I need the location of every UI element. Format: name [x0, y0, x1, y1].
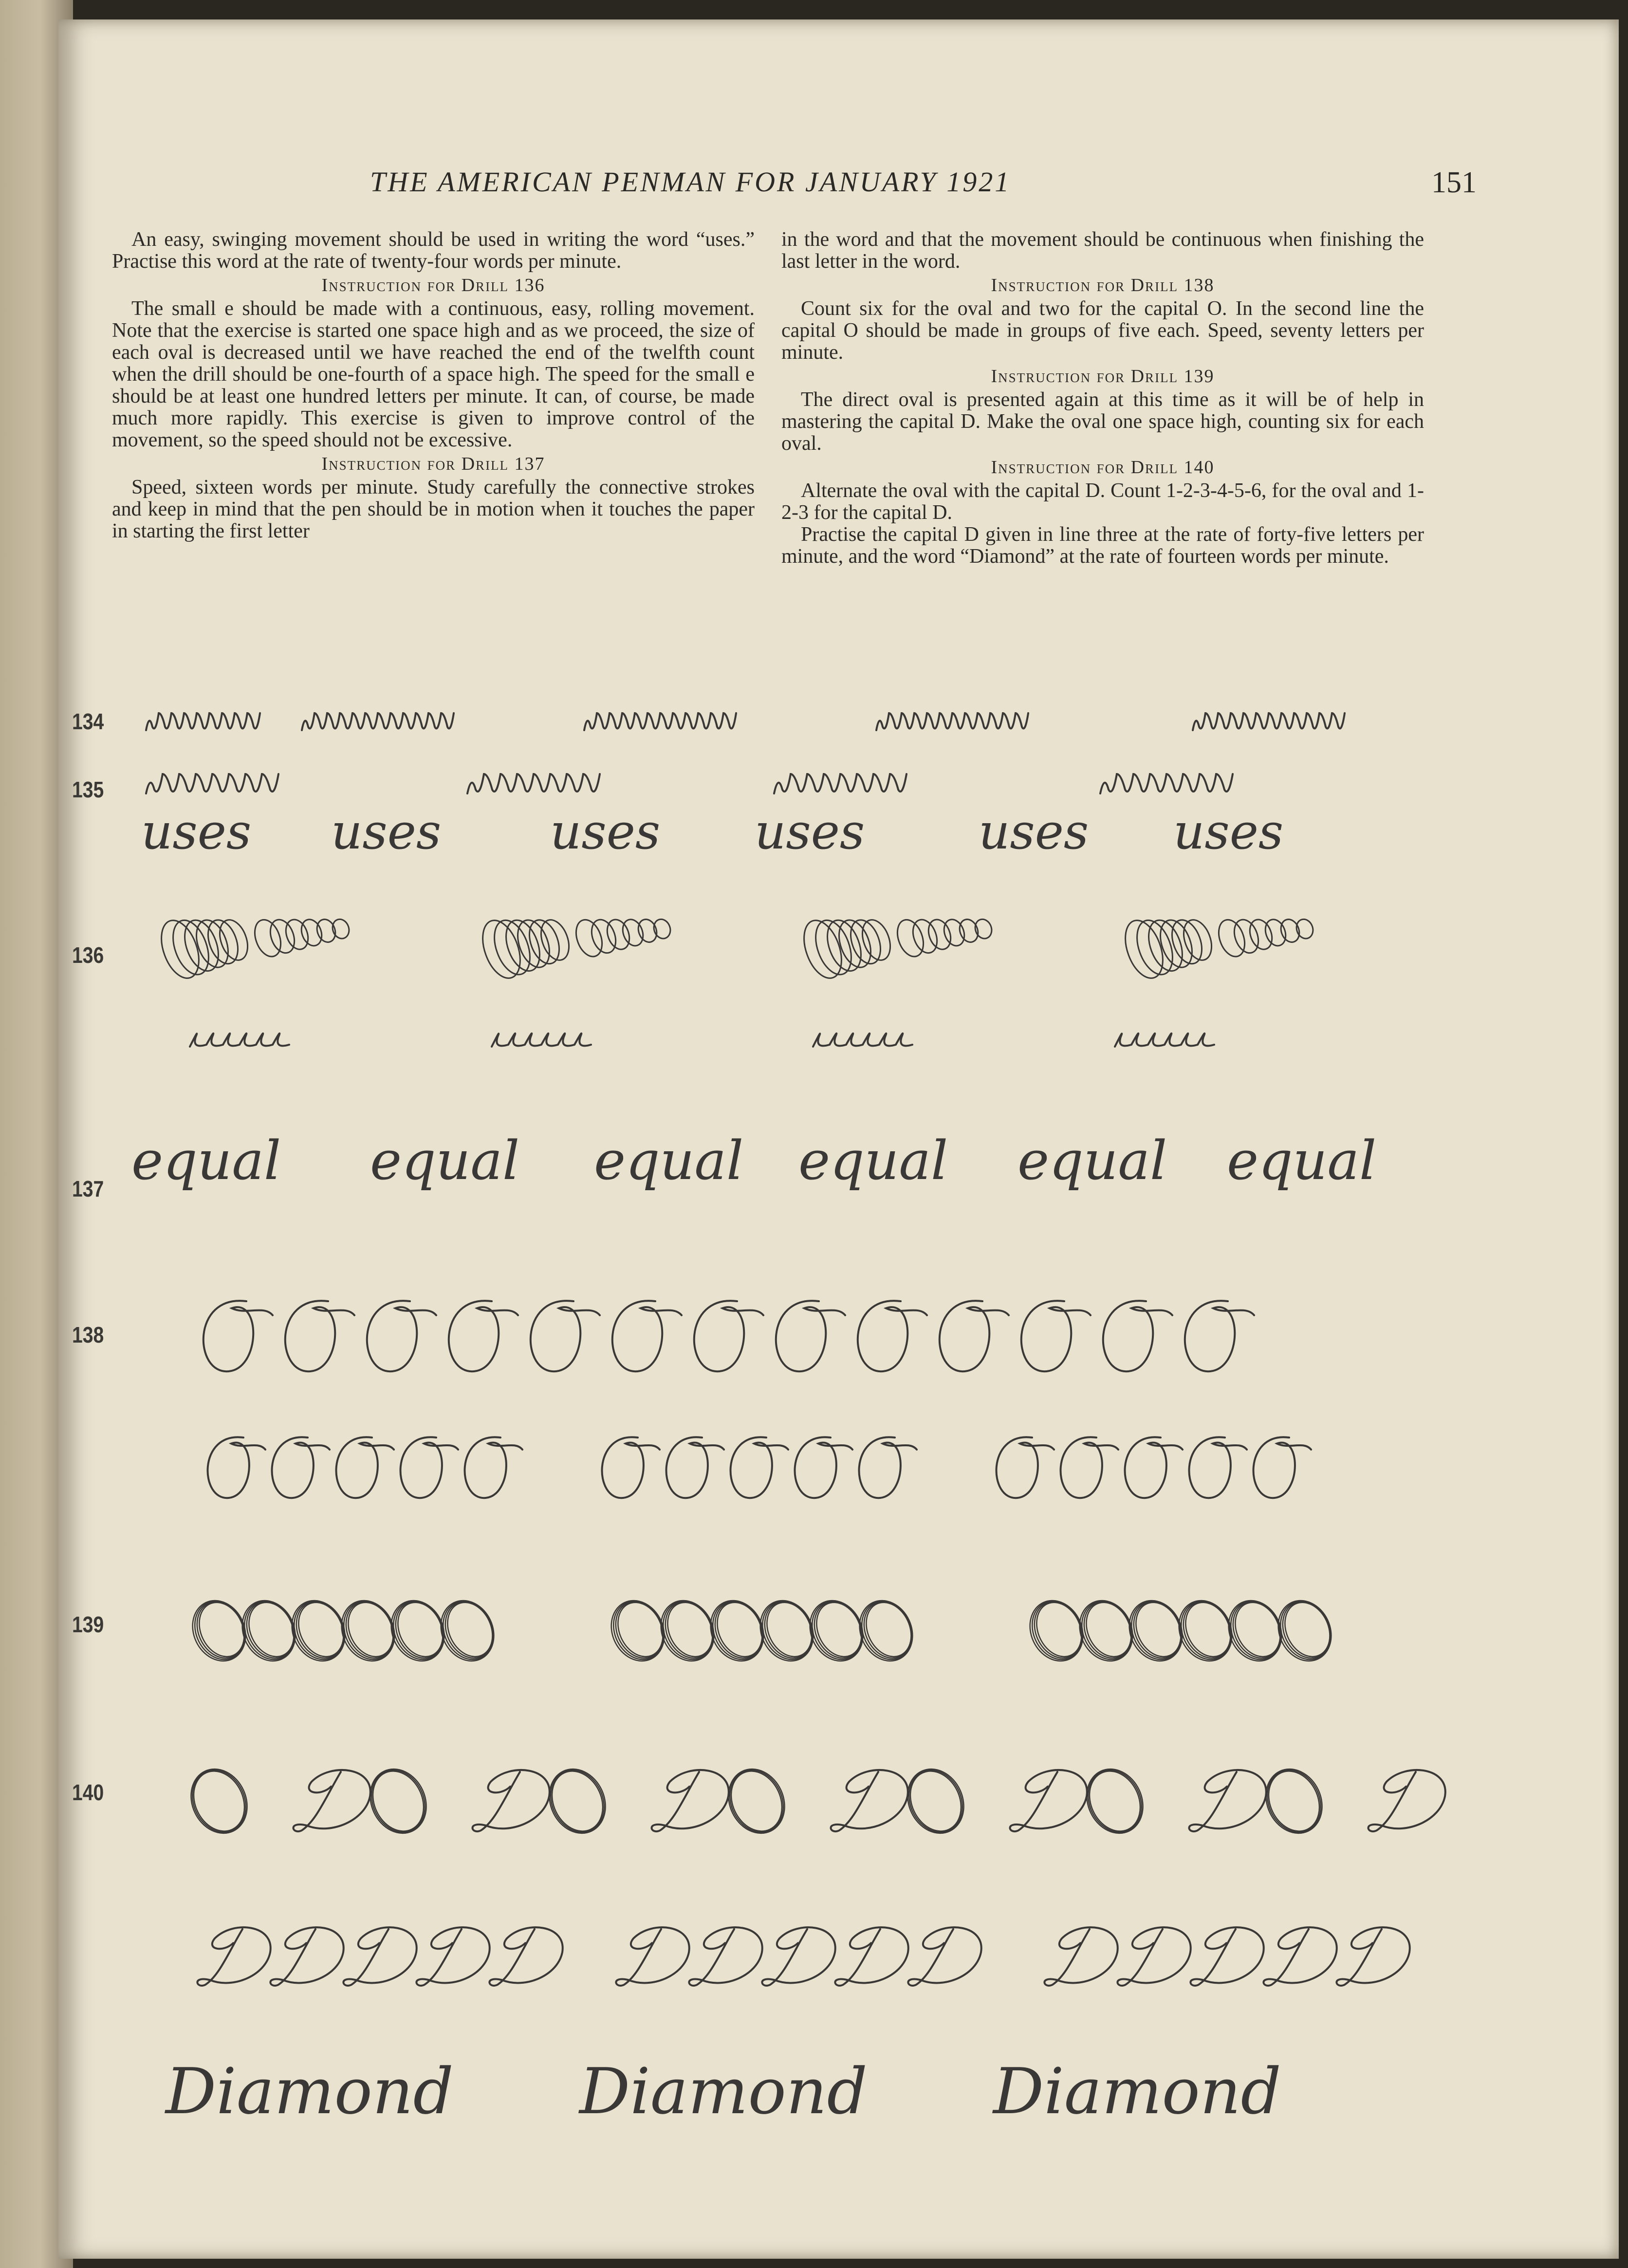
- direct-oval: [1078, 1595, 1140, 1664]
- capital-d: [1044, 1927, 1117, 1986]
- oval-loop: [941, 917, 968, 949]
- diamond-word: Diamond: [993, 2054, 1281, 2128]
- oval-loop: [282, 917, 312, 953]
- body-paragraph: The small e should be made with a continuous, easy, rolling movement. Note that the exercise is started one space high and as we proceed, the size of each oval is decreased until we have reached the end of the twelfth count when the drill should be one-fourth of a space high. The speed for the small e should be at least one hundred letters per minute. It can, of course, be made much more rapidly. This exercise is given to improve control of the movement, so the speed should not be excessive.: [112, 297, 755, 451]
- small-e-group: [190, 1033, 289, 1047]
- oval: [1080, 1763, 1150, 1839]
- direct-oval: [240, 1595, 302, 1664]
- capital-d: [1263, 1927, 1336, 1986]
- capital-o: [367, 1301, 436, 1371]
- oval-loop: [821, 916, 867, 976]
- oval: [722, 1763, 792, 1839]
- capital-o: [940, 1301, 1009, 1371]
- capital-o: [1189, 1437, 1247, 1498]
- oval: [1258, 1761, 1331, 1841]
- capital-o: [204, 1301, 273, 1371]
- oval-loop: [925, 917, 954, 953]
- direct-oval: [758, 1595, 820, 1664]
- body-paragraph: The direct oval is presented again at this time as it will be of help in mastering the capital D. Make the oval one space high, counting six for each oval.: [781, 388, 1424, 455]
- drill-number-137: 137: [72, 1176, 104, 1201]
- uses-word: uses: [979, 803, 1089, 860]
- capital-o: [795, 1437, 852, 1498]
- capital-o: [1125, 1437, 1183, 1498]
- capital-o: [1060, 1437, 1118, 1498]
- capital-o: [859, 1437, 917, 1498]
- instruction-heading: Instruction for Drill 140: [991, 457, 1215, 478]
- drill-number-140: 140: [72, 1780, 104, 1805]
- body-paragraph: Alternate the oval with the capital D. Count 1-2-3-4-5-6, for the oval and 1-2-3 for the capital D.: [781, 479, 1424, 524]
- instruction-heading: Instruction for Drill 139: [991, 366, 1215, 387]
- capital-o: [531, 1301, 600, 1371]
- capital-d: [416, 1927, 489, 1986]
- drill-136-oval-loops: [131, 891, 1475, 988]
- capital-o: [336, 1437, 394, 1498]
- drill-136-small-e-row: [131, 1013, 1397, 1061]
- capital-o: [996, 1437, 1054, 1498]
- body-paragraph: Count six for the oval and two for the capital O. In the second line the capital O should be made in groups of five each. Speed, seventy letters per minute.: [781, 297, 1424, 364]
- capital-o: [400, 1437, 458, 1498]
- oval-loop: [250, 916, 286, 960]
- oval: [362, 1761, 435, 1841]
- capital-o: [1103, 1301, 1172, 1371]
- drill-number-139: 139: [72, 1612, 104, 1637]
- uses-word: uses: [141, 803, 252, 860]
- u-stroke-group: [584, 713, 736, 730]
- capital-o: [694, 1301, 763, 1371]
- oval-loop: [330, 917, 352, 941]
- drill-139-direct-ovals: [166, 1582, 1431, 1679]
- capital-d: [1010, 1770, 1087, 1831]
- oval-loop: [893, 916, 928, 960]
- capital-d: [197, 1927, 270, 1986]
- uses-word: uses: [331, 803, 442, 860]
- oval-loop: [651, 917, 673, 941]
- oval: [183, 1761, 256, 1841]
- oval-loop: [973, 917, 995, 941]
- capital-o: [1021, 1301, 1091, 1371]
- u-stroke-group: [876, 713, 1028, 730]
- equal-word: equal: [594, 1129, 744, 1192]
- oval: [364, 1763, 433, 1839]
- capital-d: [762, 1927, 835, 1986]
- direct-oval: [709, 1595, 771, 1664]
- drill-140-oval-d-row: [166, 1752, 1480, 1850]
- oval: [543, 1763, 612, 1839]
- capital-d: [294, 1770, 370, 1831]
- u-stroke-group: [1193, 713, 1345, 730]
- capital-o: [449, 1301, 518, 1371]
- oval: [1078, 1761, 1151, 1841]
- u-stroke-group: [774, 774, 906, 793]
- oval-loop: [1262, 917, 1289, 949]
- direct-oval: [858, 1595, 920, 1664]
- capital-o: [207, 1437, 265, 1498]
- drill-number-136: 136: [72, 942, 104, 968]
- direct-oval: [1128, 1595, 1189, 1664]
- oval-loop: [1294, 917, 1316, 941]
- oval: [185, 1763, 254, 1839]
- drill-number-135: 135: [72, 777, 104, 802]
- left-text-column: [112, 229, 755, 542]
- capital-d: [652, 1770, 729, 1831]
- uses-word: uses: [755, 803, 865, 860]
- u-stroke-group: [302, 713, 454, 730]
- equal-word: equal: [1018, 1129, 1167, 1192]
- small-e-group: [813, 1033, 912, 1047]
- direct-oval: [1177, 1595, 1239, 1664]
- oval-loop: [619, 917, 647, 949]
- capital-d: [835, 1927, 908, 1986]
- equal-word: equal: [1227, 1129, 1377, 1192]
- capital-d: [908, 1927, 981, 1986]
- oval-loop: [857, 916, 895, 964]
- equal-word: equal: [798, 1129, 948, 1192]
- drill-140-capital-d-row: [166, 1908, 1480, 2006]
- oval-loop: [215, 916, 253, 964]
- capital-o: [612, 1301, 682, 1371]
- capital-o: [602, 1437, 660, 1498]
- capital-o: [285, 1301, 354, 1371]
- capital-d: [343, 1927, 416, 1986]
- drill-number-138: 138: [72, 1322, 104, 1347]
- capital-d: [1117, 1927, 1190, 1986]
- capital-o: [858, 1301, 927, 1371]
- u-stroke-group: [1100, 774, 1233, 793]
- u-stroke-group: [146, 774, 278, 793]
- u-stroke-group: [146, 713, 260, 730]
- direct-oval: [290, 1595, 352, 1664]
- capital-d: [616, 1927, 689, 1986]
- oval-loop: [298, 917, 325, 949]
- direct-oval: [610, 1595, 671, 1664]
- u-stroke-group: [467, 774, 600, 793]
- equal-word: equal: [131, 1129, 281, 1192]
- capital-o: [666, 1437, 724, 1498]
- page-number: 151: [1431, 166, 1477, 199]
- instruction-heading: Instruction for Drill 137: [321, 454, 545, 474]
- capital-o: [272, 1437, 330, 1498]
- instruction-heading: Instruction for Drill 138: [991, 275, 1215, 295]
- body-paragraph: Practise the capital D given in line three at the rate of forty-five letters per minute, and the word “Diamond” at the rate of fourteen words per minute.: [781, 523, 1424, 568]
- capital-o: [776, 1301, 845, 1371]
- oval: [901, 1763, 971, 1839]
- diamond-word: Diamond: [166, 2054, 454, 2128]
- drill-138-capital-o-row: [166, 1290, 1431, 1378]
- direct-oval: [191, 1595, 253, 1664]
- equal-word: equal: [370, 1129, 520, 1192]
- magazine-page: [58, 19, 1619, 2259]
- oval-loop: [1214, 916, 1250, 960]
- direct-oval: [808, 1595, 870, 1664]
- oval: [899, 1761, 972, 1841]
- direct-oval: [1028, 1595, 1090, 1664]
- capital-o: [730, 1437, 788, 1498]
- oval-loop: [572, 916, 607, 960]
- oval-loop: [603, 917, 633, 953]
- oval-loop: [1179, 916, 1217, 964]
- oval-loop: [536, 916, 574, 964]
- capital-d: [489, 1927, 562, 1986]
- instruction-heading: Instruction for Drill 136: [321, 275, 545, 295]
- right-text-column: [781, 229, 1424, 568]
- oval-loop: [1142, 916, 1188, 976]
- oval-loop: [1246, 917, 1276, 953]
- capital-d: [270, 1927, 343, 1986]
- small-e-group: [1115, 1033, 1214, 1047]
- running-title: THE AMERICAN PENMAN FOR JANUARY 1921: [370, 166, 1011, 198]
- drill-134-script-line: [146, 691, 1470, 750]
- capital-d: [689, 1927, 762, 1986]
- body-paragraph: An easy, swinging movement should be used in writing the word “uses.” Practise this word at the rate of twenty-four words per minute.: [112, 228, 755, 273]
- capital-o: [1185, 1301, 1254, 1371]
- capital-d: [473, 1770, 550, 1831]
- oval-loop: [178, 916, 224, 976]
- oval: [720, 1761, 793, 1841]
- uses-word: uses: [550, 803, 661, 860]
- drill-number-134: 134: [72, 709, 104, 734]
- body-paragraph: in the word and that the movement should be continuous when finishing the last letter in the word.: [781, 228, 1424, 273]
- drill-138-capital-o-groups: [166, 1421, 1431, 1509]
- small-e-group: [492, 1033, 591, 1047]
- capital-o: [1253, 1437, 1311, 1498]
- diamond-word: Diamond: [579, 2054, 868, 2128]
- direct-oval: [439, 1595, 501, 1664]
- capital-d: [1190, 1927, 1263, 1986]
- capital-d: [1189, 1770, 1266, 1831]
- direct-oval: [389, 1595, 451, 1664]
- capital-d: [1336, 1927, 1409, 1986]
- oval: [541, 1761, 614, 1841]
- direct-oval: [340, 1595, 402, 1664]
- uses-word: uses: [1173, 803, 1284, 860]
- capital-d: [1369, 1770, 1445, 1831]
- body-paragraph: Speed, sixteen words per minute. Study carefully the connective strokes and keep in mind that the pen should be in motion when it touches the paper in starting the first letter: [112, 476, 755, 542]
- direct-oval: [1276, 1595, 1338, 1664]
- direct-oval: [1227, 1595, 1289, 1664]
- oval: [1259, 1763, 1329, 1839]
- capital-d: [831, 1770, 908, 1831]
- oval-loop: [500, 916, 546, 976]
- direct-oval: [659, 1595, 721, 1664]
- capital-o: [464, 1437, 522, 1498]
